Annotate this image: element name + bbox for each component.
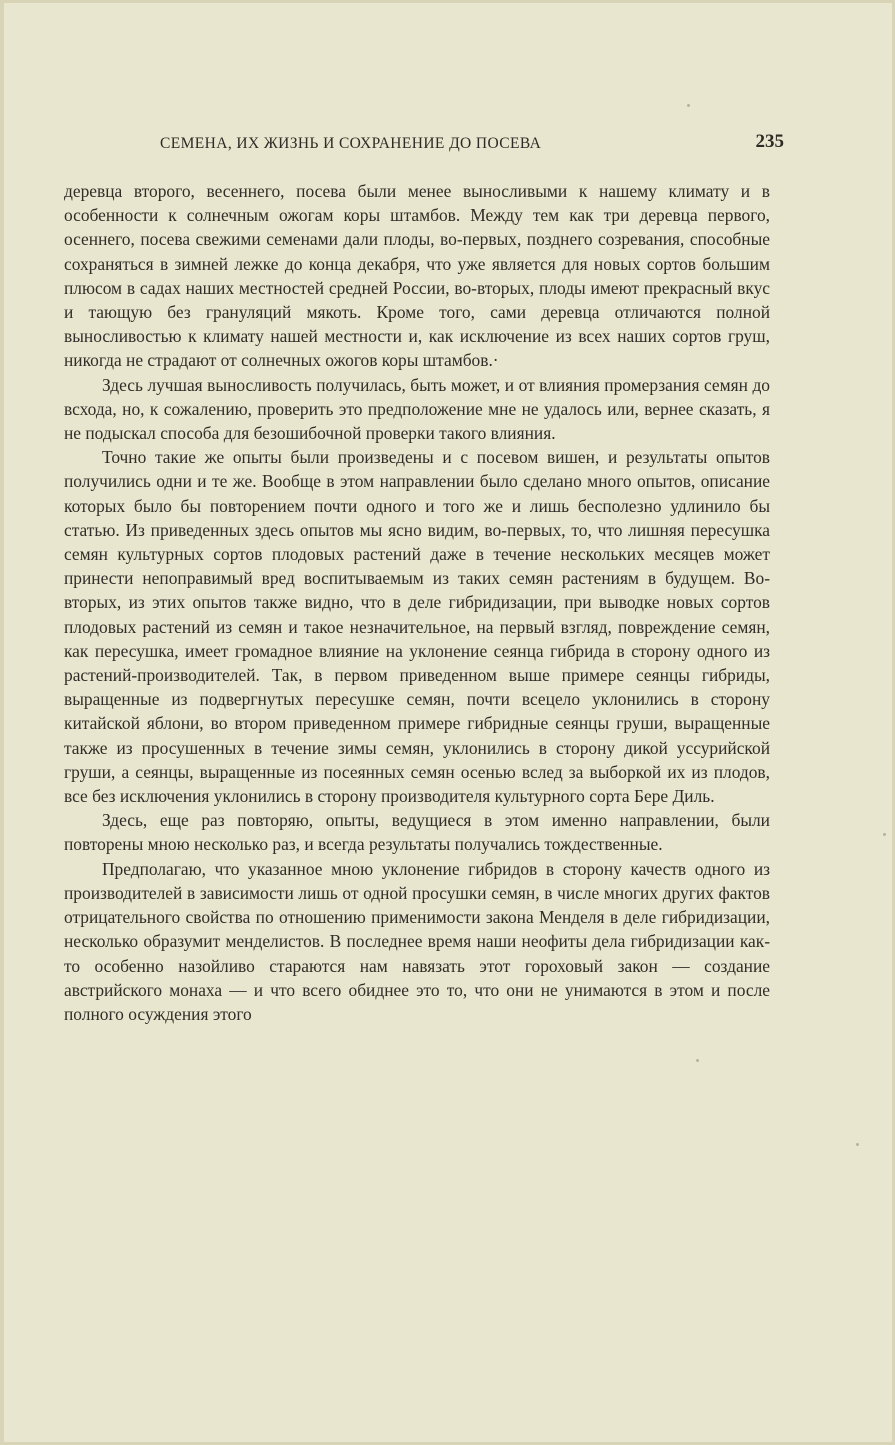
paragraph: Здесь лучшая выносливость получилась, быть может, и от влияния промерзания семян до всхода, но, к сожалению, проверить это предположение мне не удалось или, вернее сказать, я не подыскал способа для безошибочной проверки такого влияния. [64,374,770,444]
paper-speck [883,833,886,836]
paragraph-continuation: деревца второго, весеннего, посева были менее выносливыми к нашему климату и в особенности к солнечным ожогам коры штамбов. Между тем как три деревца первого, осеннего, посева свежими семенами дали плоды, во-первых, позднего созревания, способные сохраняться в зимней лежке до конца декабря, что уже является для новых сортов большим плюсом в садах наших местностей средней России, во-вторых, плоды имеют прекрасный вкус и тающую без грануляций мякоть. Кроме того, сами деревца отличаются полной выносливостью к климату нашей местности и, как исключение из всех наших сортов груш, никогда не страдают от солнечных ожогов коры штамбов.· [64,181,770,371]
paragraph: Здесь, еще раз повторяю, опыты, ведущиеся в этом именно направлении, были повторены мною несколько раз, и всегда результаты получались тождественные. [64,810,770,855]
paper-speck [856,1143,859,1146]
paragraph: Точно такие же опыты были произведены и с посевом вишен, и результаты опытов получились одни и те же. Вообще в этом направлении было сделано много опытов, описание которых было бы повторением почти одного и того же и лишь бесполезно удлинило бы статью. Из приведенных здесь опытов мы ясно видим, во-первых, то, что лишняя пересушка семян культурных сортов плодовых растений даже в течение нескольких месяцев может принести непоправимый вред воспитываемым из таких семян растениям в будущем. Во-вторых, из этих опытов также видно, что в деле гибридизации, при выводке новых сортов плодовых растений из семян и такое незначительное, на первый взгляд, повреждение семян, как пересушка, имеет громадное влияние на уклонение сеянца гибрида в сторону одного из растений-производителей. Так, в первом приведенном выше примере сеянцы гибриды, выращенные из подвергнутых пересушке семян, почти всецело уклонились в сторону китайской яблони, во втором приведенном примере гибридные сеянцы груши, выращенные также из просушенных в течение зимы семян, уклонились в сторону дикой уссурийской груши, а сеянцы, выращенные из посеянных семян осенью вслед за выборкой их из плодов, все без исключения уклонились в сторону производителя культурного сорта Бере Диль. [64,447,770,807]
page-body [64,179,770,1026]
paragraph: Предполагаю, что указанное мною уклонение гибридов в сторону качеств одного из производителей в зависимости лишь от одной просушки семян, в числе многих других фактов отрицательного свойства по отношению применимости закона Менделя в деле гибридизации, несколько образумит менделистов. В последнее время наши неофиты дела гибридизации как-то особенно назойливо стараются нам навязать этот гороховый закон — создание австрийского монаха — и что всего обиднее это то, что они не унимаются в этом и после полного осуждения этого [64,858,770,1024]
page-header [64,131,784,157]
page-number: 235 [755,131,784,152]
paper-speck [696,1059,699,1062]
paper-speck [687,104,690,107]
running-title: СЕМЕНА, ИХ ЖИЗНЬ И СОХРАНЕНИЕ ДО ПОСЕВА [160,135,542,152]
